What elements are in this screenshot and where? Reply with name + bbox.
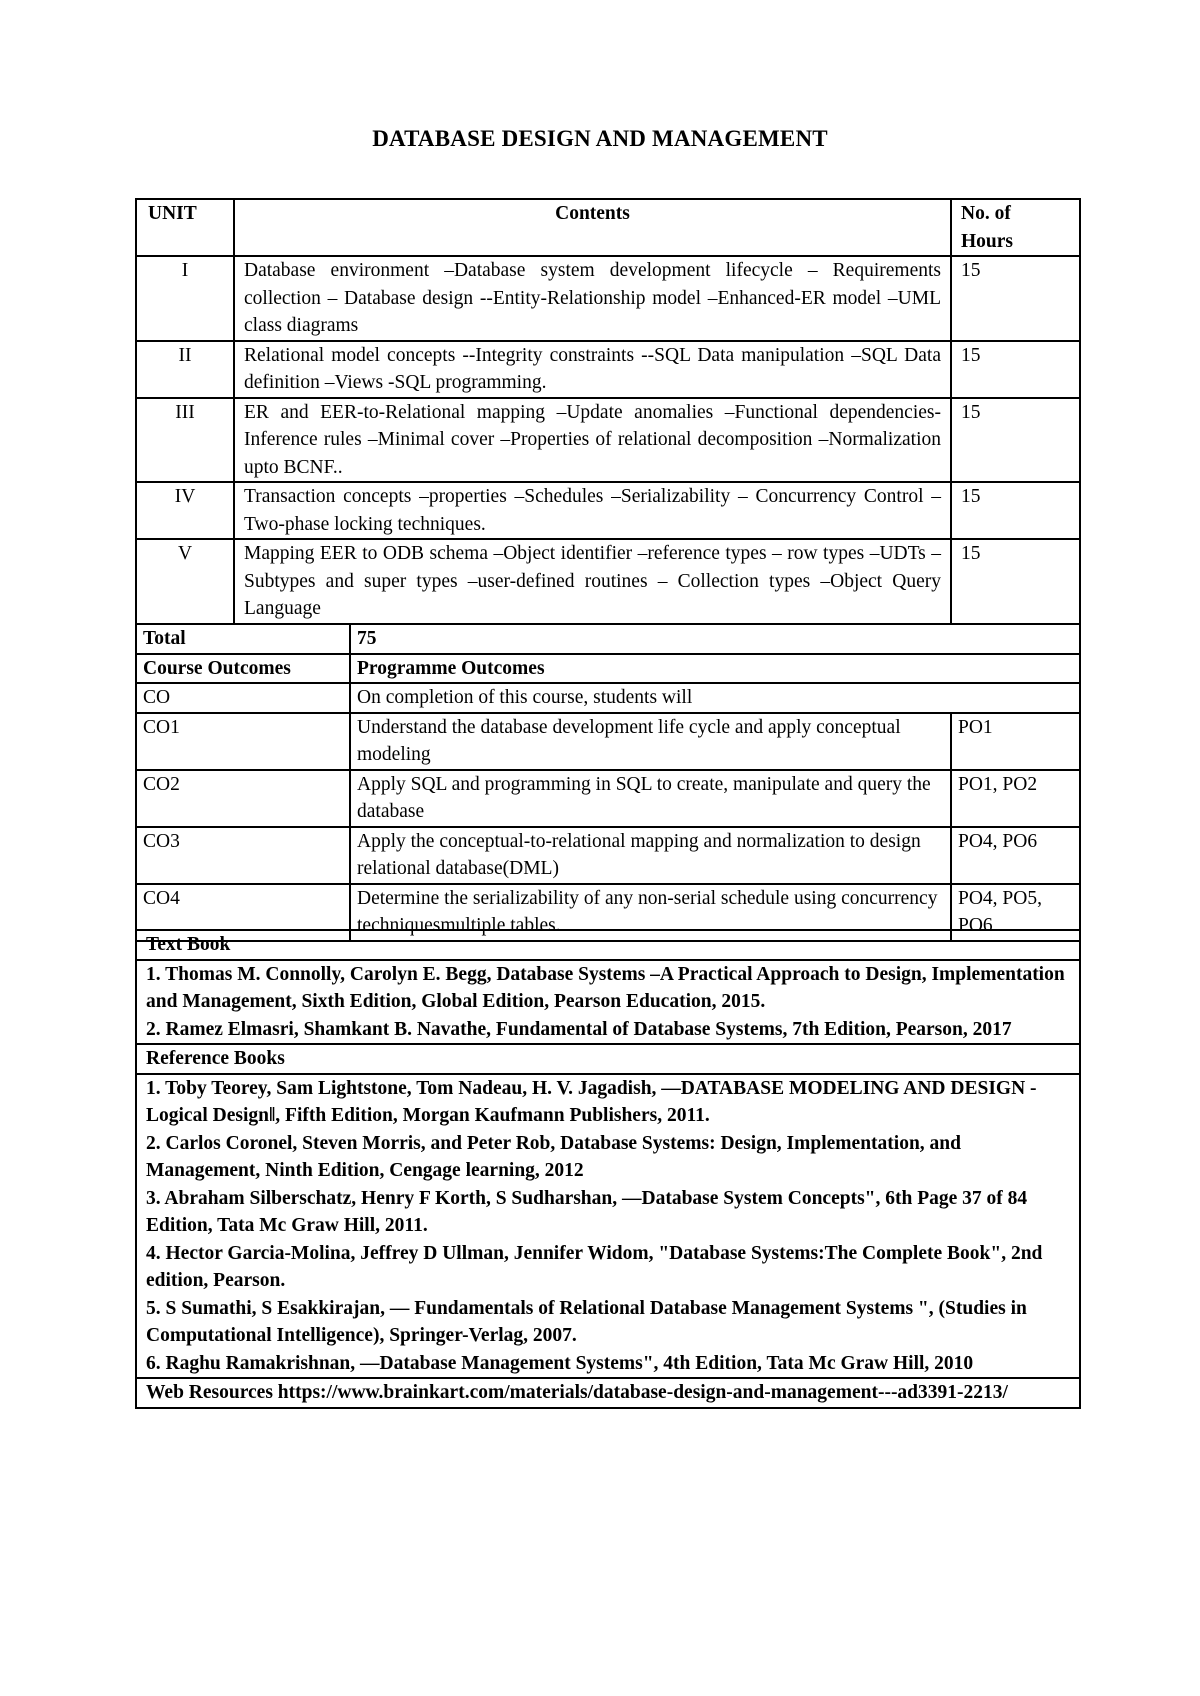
unit-row xyxy=(136,256,1080,341)
unit-contents: Relational model concepts --Integrity constraints --SQL Data manipulation –SQL Data definition –Views -SQL programming. xyxy=(234,341,951,398)
unit-row xyxy=(136,341,1080,398)
text-book-label: Text Book xyxy=(136,930,1080,960)
total-row xyxy=(136,624,1080,654)
unit-contents: Database environment –Database system development lifecycle – Requirements collection – Database design --Entity-Relationship model –Enhanced-ER model –UML class diagrams xyxy=(234,256,951,341)
hours-header-line2: Hours xyxy=(961,230,1014,252)
co-po: PO4, PO5, PO6 xyxy=(951,884,1080,941)
page-title: DATABASE DESIGN AND MANAGEMENT xyxy=(372,126,828,151)
co-text: Apply the conceptual-to-relational mapping and normalization to design relational database(DML) xyxy=(350,827,951,884)
programme-outcomes-header: Programme Outcomes xyxy=(350,654,1080,684)
text-books-row xyxy=(136,960,1080,1045)
co-row xyxy=(136,713,1080,770)
web-resources: Web Resources https://www.brainkart.com/materials/database-design-and-management---ad3391-2213/ xyxy=(136,1378,1080,1408)
unit-hours: 15 xyxy=(951,398,1080,483)
text-book-item: 2. Ramez Elmasri, Shamkant B. Navathe, Fundamental of Database Systems, 7th Edition, Pearson, 2017 xyxy=(146,1018,1012,1040)
unit-number: IV xyxy=(136,482,234,539)
co-text: Determine the serializability of any non-serial schedule using concurrency techniquesmultiple tables. xyxy=(350,884,951,941)
co-id: CO1 xyxy=(136,713,350,770)
outcomes-header-row xyxy=(136,654,1080,684)
unit-row xyxy=(136,539,1080,624)
reference-books-label: Reference Books xyxy=(136,1044,1080,1074)
co-intro: On completion of this course, students will xyxy=(350,683,1080,713)
unit-hours: 15 xyxy=(951,539,1080,624)
text-book-header-row xyxy=(136,930,1080,960)
hours-header-line1: No. of xyxy=(961,203,1011,224)
references-row xyxy=(136,1074,1080,1379)
hours-header xyxy=(951,199,1080,256)
unit-hours: 15 xyxy=(951,341,1080,398)
unit-number: V xyxy=(136,539,234,624)
reference-item: 4. Hector Garcia-Molina, Jeffrey D Ullman, Jennifer Widom, "Database Systems:The Complete Book", 2nd edition, Pearson. xyxy=(146,1242,1043,1291)
unit-row xyxy=(136,398,1080,483)
co-id: CO2 xyxy=(136,770,350,827)
course-outcomes-header: Course Outcomes xyxy=(136,654,350,684)
unit-number: III xyxy=(136,398,234,483)
units-header-row xyxy=(136,199,1080,256)
unit-contents: Transaction concepts –properties –Schedules –Serializability – Concurrency Control –Two-phase locking techniques. xyxy=(234,482,951,539)
reference-item: 5. S Sumathi, S Esakkirajan, ― Fundamentals of Relational Database Management Systems ", (Studies in Computational Intelligence), Springer-Verlag, 2007. xyxy=(146,1297,1027,1346)
outcomes-table xyxy=(135,623,1081,942)
unit-number: I xyxy=(136,256,234,341)
unit-hours: 15 xyxy=(951,256,1080,341)
unit-hours: 15 xyxy=(951,482,1080,539)
unit-number: II xyxy=(136,341,234,398)
reference-item: 3. Abraham Silberschatz, Henry F Korth, S Sudharshan, ―Database System Concepts", 6th Page 37 of 84 Edition, Tata Mc Graw Hill, 2011. xyxy=(146,1187,1028,1236)
co-row xyxy=(136,827,1080,884)
reference-item: 2. Carlos Coronel, Steven Morris, and Peter Rob, Database Systems: Design, Implementation, and Management, Ninth Edition, Cengage learning, 2012 xyxy=(146,1132,961,1181)
co-po: PO1, PO2 xyxy=(951,770,1080,827)
reference-item: 6. Raghu Ramakrishnan, ―Database Management Systems", 4th Edition, Tata Mc Graw Hill, 2010 xyxy=(146,1352,974,1374)
reference-header-row xyxy=(136,1044,1080,1074)
total-value: 75 xyxy=(350,624,1080,654)
text-book-item: 1. Thomas M. Connolly, Carolyn E. Begg, Database Systems –A Practical Approach to Design, Implementation and Management, Sixth Edition, Global Edition, Pearson Education, 2015. xyxy=(146,963,1065,1012)
web-resources-row xyxy=(136,1378,1080,1408)
co-po: PO4, PO6 xyxy=(951,827,1080,884)
text-books-list xyxy=(136,960,1080,1045)
co-row xyxy=(136,770,1080,827)
co-id: CO3 xyxy=(136,827,350,884)
books-table xyxy=(135,929,1081,1409)
contents-header: Contents xyxy=(234,199,951,256)
co-text: Understand the database development life cycle and apply conceptual modeling xyxy=(350,713,951,770)
reference-item: 1. Toby Teorey, Sam Lightstone, Tom Nadeau, H. V. Jagadish, ―DATABASE MODELING AND DESIGN -Logical Design‖, Fifth Edition, Morgan Kaufmann Publishers, 2011. xyxy=(146,1077,1037,1126)
co-po: PO1 xyxy=(951,713,1080,770)
units-table xyxy=(135,198,1081,625)
unit-row xyxy=(136,482,1080,539)
co-label: CO xyxy=(136,683,350,713)
reference-books-list xyxy=(136,1074,1080,1379)
co-id: CO4 xyxy=(136,884,350,941)
unit-header: UNIT xyxy=(136,199,234,256)
co-text: Apply SQL and programming in SQL to create, manipulate and query the database xyxy=(350,770,951,827)
co-intro-row xyxy=(136,683,1080,713)
total-label: Total xyxy=(136,624,350,654)
unit-contents: ER and EER-to-Relational mapping –Update anomalies –Functional dependencies-Inference rules –Minimal cover –Properties of relational decomposition –Normalization upto BCNF.. xyxy=(234,398,951,483)
unit-contents: Mapping EER to ODB schema –Object identifier –reference types – row types –UDTs –Subtypes and super types –user-defined routines – Collection types –Object Query Language xyxy=(234,539,951,624)
